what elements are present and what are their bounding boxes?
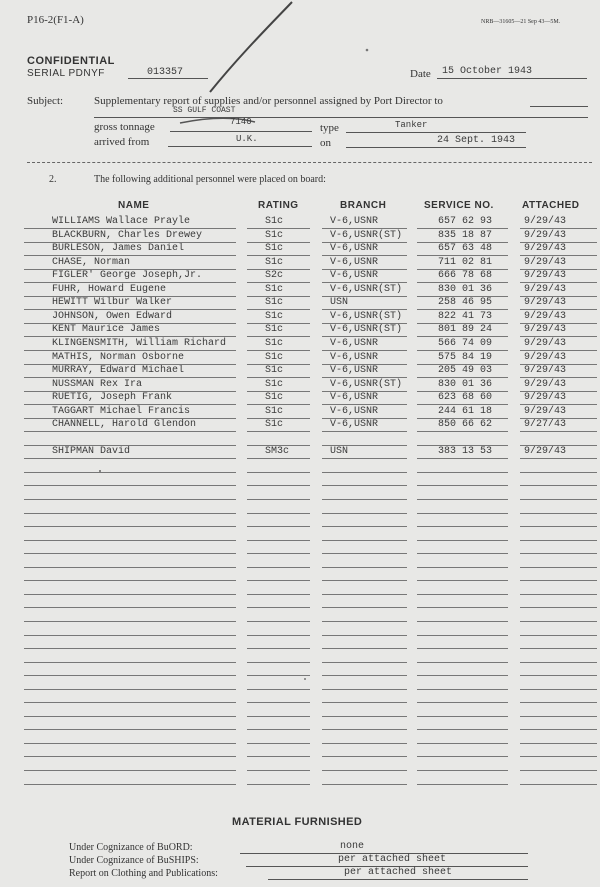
cell-branch: V-6,USNR xyxy=(330,243,379,255)
cell-name: FUHR, Howard Eugene xyxy=(52,283,167,295)
cell-name: SHIPMAN David xyxy=(52,446,131,458)
cell-rating: S1c xyxy=(265,419,284,431)
material-bu-ord-value: none xyxy=(340,841,365,852)
cell-branch: V-6,USNR xyxy=(330,419,379,431)
arrived-from-value: U.K. xyxy=(236,134,258,144)
cell-attached: 9/29/43 xyxy=(524,351,567,363)
section-number: 2. xyxy=(49,174,57,185)
separator xyxy=(27,162,592,163)
col-service-no: SERVICE NO. xyxy=(424,200,494,211)
cell-rating: S1c xyxy=(265,256,284,268)
material-bu-ships-label: Under Cognizance of BuSHIPS: xyxy=(69,855,199,866)
cell-branch: USN xyxy=(330,446,349,458)
cell-branch: V-6,USNR(ST) xyxy=(330,229,403,241)
cell-attached: 9/29/43 xyxy=(524,243,567,255)
gross-tonnage-value: 7140 xyxy=(230,117,252,127)
cell-name: HEWITT Wilbur Walker xyxy=(52,297,173,309)
cell-attached: 9/29/43 xyxy=(524,392,567,404)
on-label: on xyxy=(320,137,331,149)
ship-name: SS GULF COAST xyxy=(173,106,236,115)
material-bu-ships-value: per attached sheet xyxy=(338,854,447,865)
cell-rating: S1c xyxy=(265,297,284,309)
date-value: 15 October 1943 xyxy=(442,66,533,77)
cell-service: 830 01 36 xyxy=(438,283,493,295)
section-text: The following additional personnel were placed on board: xyxy=(94,174,326,185)
cell-name: MATHIS, Norman Osborne xyxy=(52,351,185,363)
cell-name: BURLESON, James Daniel xyxy=(52,243,185,255)
cell-attached: 9/29/43 xyxy=(524,324,567,336)
cell-name: TAGGART Michael Francis xyxy=(52,405,191,417)
cell-branch: V-6,USNR(ST) xyxy=(330,310,403,322)
cell-service: 830 01 36 xyxy=(438,378,493,390)
cell-branch: V-6,USNR xyxy=(330,365,379,377)
cell-attached: 9/29/43 xyxy=(524,405,567,417)
cell-branch: V-6,USNR xyxy=(330,351,379,363)
type-value: Tanker xyxy=(395,120,428,130)
cell-rating: S1c xyxy=(265,229,284,241)
cell-branch: V-6,USNR xyxy=(330,337,379,349)
cell-attached: 9/29/43 xyxy=(524,256,567,268)
gross-tonnage-label: gross tonnage xyxy=(94,121,155,133)
cell-name: CHASE, Norman xyxy=(52,256,131,268)
cell-service: 801 89 24 xyxy=(438,324,493,336)
serial-value: 013357 xyxy=(147,67,184,78)
cell-attached: 9/29/43 xyxy=(524,216,567,227)
cell-service: 575 84 19 xyxy=(438,351,493,363)
cell-rating: S1c xyxy=(265,365,284,377)
cell-service: 850 66 62 xyxy=(438,419,493,431)
col-branch: BRANCH xyxy=(340,200,387,211)
arrived-from-label: arrived from xyxy=(94,136,150,148)
cell-name: MURRAY, Edward Michael xyxy=(52,365,185,377)
cell-rating: SM3c xyxy=(265,446,290,458)
cell-name: WILLIAMS Wallace Prayle xyxy=(52,216,191,227)
cell-name: KENT Maurice James xyxy=(52,324,161,336)
cell-name: BLACKBURN, Charles Drewey xyxy=(52,229,203,241)
cell-rating: S1c xyxy=(265,405,284,417)
cell-name: CHANNELL, Harold Glendon xyxy=(52,419,197,431)
cell-name: JOHNSON, Owen Edward xyxy=(52,310,173,322)
cell-branch: V-6,USNR xyxy=(330,216,379,227)
cell-service: 566 74 09 xyxy=(438,337,493,349)
on-value: 24 Sept. 1943 xyxy=(437,135,516,146)
subject-label: Subject: xyxy=(27,95,64,107)
cell-service: 258 46 95 xyxy=(438,297,493,309)
cell-service: 623 68 60 xyxy=(438,392,493,404)
cell-rating: S1c xyxy=(265,351,284,363)
date-label: Date xyxy=(410,68,431,80)
cell-attached: 9/29/43 xyxy=(524,365,567,377)
material-clothing-value: per attached sheet xyxy=(344,867,453,878)
cell-service: 244 61 18 xyxy=(438,405,493,417)
cell-rating: S1c xyxy=(265,243,284,255)
cell-service: 657 63 48 xyxy=(438,243,493,255)
cell-branch: V-6,USNR(ST) xyxy=(330,283,403,295)
cell-branch: V-6,USNR xyxy=(330,405,379,417)
material-bu-ord-label: Under Cognizance of BuORD: xyxy=(69,842,193,853)
type-label: type xyxy=(320,122,339,134)
cell-service: 822 41 73 xyxy=(438,310,493,322)
material-clothing-label: Report on Clothing and Publications: xyxy=(69,868,218,879)
cell-attached: 9/29/43 xyxy=(524,229,567,241)
col-name: NAME xyxy=(118,200,150,211)
cell-attached: 9/29/43 xyxy=(524,270,567,282)
serial-label: SERIAL PDNYF xyxy=(27,68,105,79)
cell-rating: S1c xyxy=(265,337,284,349)
cell-rating: S1c xyxy=(265,392,284,404)
material-heading: MATERIAL FURNISHED xyxy=(232,816,363,828)
cell-rating: S1c xyxy=(265,216,284,227)
cell-name: NUSSMAN Rex Ira xyxy=(52,378,143,390)
form-code: P16-2(F1-A) xyxy=(27,14,84,26)
cell-rating: S1c xyxy=(265,310,284,322)
print-code: NRB—31605—21 Sep 43—5M. xyxy=(481,19,561,25)
cell-rating: S2c xyxy=(265,270,284,282)
cell-service: 383 13 53 xyxy=(438,446,493,458)
cell-branch: V-6,USNR xyxy=(330,392,379,404)
cell-attached: 9/29/43 xyxy=(524,337,567,349)
cell-branch: V-6,USNR xyxy=(330,270,379,282)
cell-service: 657 62 93 xyxy=(438,216,493,227)
cell-rating: S1c xyxy=(265,324,284,336)
cell-branch: USN xyxy=(330,297,349,309)
cell-branch: V-6,USNR xyxy=(330,256,379,268)
cell-branch: V-6,USNR(ST) xyxy=(330,378,403,390)
cell-service: 711 02 81 xyxy=(438,256,493,268)
col-rating: RATING xyxy=(258,200,299,211)
col-attached: ATTACHED xyxy=(522,200,580,211)
cell-rating: S1c xyxy=(265,378,284,390)
cell-attached: 9/29/43 xyxy=(524,378,567,390)
cell-attached: 9/29/43 xyxy=(524,297,567,309)
cell-attached: 9/29/43 xyxy=(524,446,567,458)
subject-text: Supplementary report of supplies and/or personnel assigned by Port Director to xyxy=(94,95,443,107)
cell-service: 666 78 68 xyxy=(438,270,493,282)
cell-service: 205 49 03 xyxy=(438,365,493,377)
cell-attached: 9/29/43 xyxy=(524,283,567,295)
cell-attached: 9/29/43 xyxy=(524,310,567,322)
cell-name: RUETIG, Joseph Frank xyxy=(52,392,173,404)
classification: CONFIDENTIAL xyxy=(27,55,115,67)
cell-attached: 9/27/43 xyxy=(524,419,567,431)
cell-name: KLINGENSMITH, William Richard xyxy=(52,337,227,349)
cell-service: 835 18 87 xyxy=(438,229,493,241)
cell-branch: V-6,USNR(ST) xyxy=(330,324,403,336)
cell-name: FIGLER' George Joseph,Jr. xyxy=(52,270,203,282)
cell-rating: S1c xyxy=(265,283,284,295)
